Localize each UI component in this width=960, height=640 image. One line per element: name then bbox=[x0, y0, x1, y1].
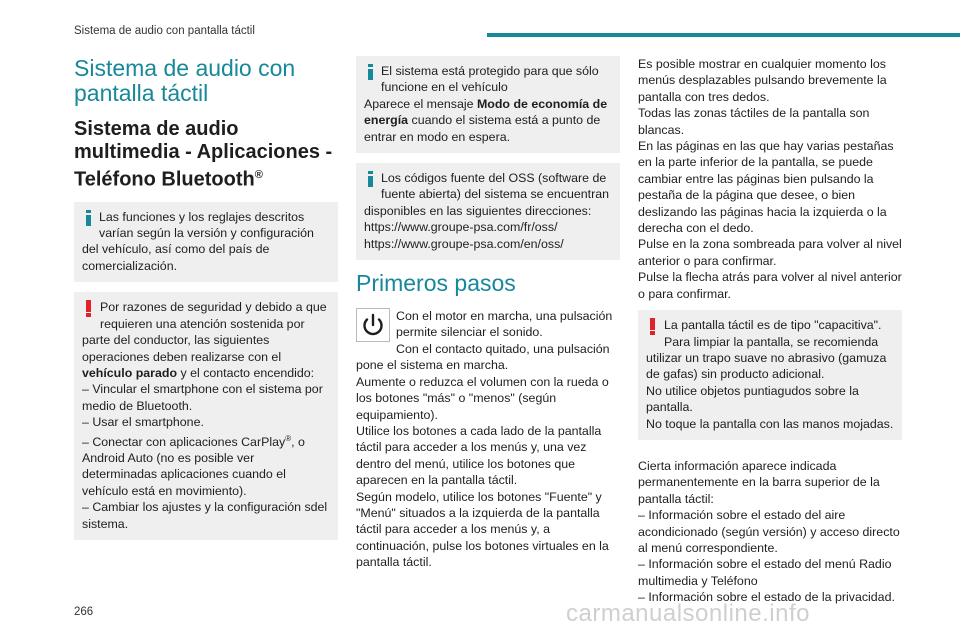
oss-link-fr[interactable]: https://www.groupe-psa.com/fr/oss/ bbox=[364, 220, 558, 235]
bullet-item: – Información sobre el estado del aire acondicionado (según versión) y acceso directo al menú correspondiente. bbox=[638, 508, 900, 555]
section-heading bbox=[74, 118, 338, 192]
warning-text: La pantalla táctil es de tipo "capacitiva". Para limpiar la pantalla, se recomienda utilizar un trapo suave no abrasivo (gamuza de gafas) sin producto adicional. bbox=[646, 318, 887, 382]
header-accent-bar bbox=[487, 33, 960, 37]
warning-bullet: – Vincular el smartphone con el sistema por medio de Bluetooth. bbox=[82, 382, 323, 413]
body-paragraph: Aumente o reduzca el volumen con la rueda o los botones "más" o "menos" (según equipamiento). bbox=[356, 374, 609, 422]
body-paragraph: Con el contacto quitado, una pulsación pone el sistema en marcha. bbox=[356, 341, 610, 373]
column-1 bbox=[74, 56, 338, 550]
body-paragraph: Con el motor en marcha, una pulsación permite silenciar el sonido. bbox=[396, 309, 613, 340]
bullet-item: – Información sobre el estado de la privacidad. bbox=[638, 590, 895, 605]
body-paragraph: Según modelo, utilice los botones "Fuente" y "Menú" situados a la izquierda de la pantalla táctil para acceder a los menús y, a continuación, pulse los botones virtuales en la pantalla táctil. bbox=[356, 489, 609, 570]
body-paragraph: Todas las zonas táctiles de la pantalla son blancas. bbox=[638, 106, 870, 137]
info-text: El sistema está protegido para que sólo funcione en el vehículo bbox=[381, 64, 599, 95]
info-icon bbox=[86, 210, 91, 226]
power-icon bbox=[356, 308, 390, 342]
info-box-variants bbox=[74, 202, 338, 283]
warning-text: No toque la pantalla con las manos mojadas. bbox=[646, 416, 894, 431]
warning-icon bbox=[86, 300, 92, 316]
warning-bullet: – Conectar con aplicaciones CarPlay®, o Android Auto (no es posible ver determinadas aplicaciones cuando el vehículo está en movimiento). bbox=[82, 433, 305, 498]
page-title: Sistema de audio con pantalla táctil bbox=[74, 55, 296, 106]
warning-bullet: – Cambiar los ajustes y la configuración sdel sistema. bbox=[82, 500, 328, 531]
info-box-oss bbox=[356, 163, 620, 260]
oss-link-en[interactable]: https://www.groupe-psa.com/en/oss/ bbox=[364, 236, 564, 251]
watermark: carmanualsonline.info bbox=[566, 600, 810, 627]
registered-mark: ® bbox=[254, 169, 263, 181]
column-2 bbox=[356, 56, 620, 571]
warning-box-safety bbox=[74, 292, 338, 540]
info-icon bbox=[368, 171, 373, 187]
warning-icon bbox=[650, 318, 656, 334]
bullet-item: – Información sobre el estado del menú Radio multimedia y Teléfono bbox=[638, 557, 892, 588]
page-number: 266 bbox=[74, 606, 94, 618]
info-box-protection bbox=[356, 56, 620, 153]
warning-text: No utilice objetos puntiagudos sobre la pantalla. bbox=[646, 383, 859, 415]
running-header: Sistema de audio con pantalla táctil bbox=[74, 25, 255, 37]
info-text: Los códigos fuente del OSS (software de fuente abierta) del sistema se encuentran disponibles en las siguientes direcciones: bbox=[364, 171, 609, 218]
info-icon bbox=[368, 64, 373, 80]
warning-text: Por razones de seguridad y debido a que requieren una atención sostenida por parte del conductor, las siguientes operaciones deben realizarse con el vehículo parado y el contacto encendido: bbox=[82, 300, 327, 380]
warning-bullet: – Usar el smartphone. bbox=[82, 415, 204, 430]
column-3 bbox=[638, 56, 902, 606]
warning-box-screen bbox=[638, 310, 902, 440]
subsection-title: Primeros pasos bbox=[356, 270, 516, 297]
body-paragraph: En las páginas en las que hay varias pestañas en la parte inferior de la pantalla, se puede cambiar entre las páginas bien pulsando la pestaña de la página que desee, o bien deslizando las páginas hacia la izquierda o la derecha con el dedo. bbox=[638, 139, 894, 236]
body-paragraph: Cierta información aparece indicada permanentemente en la barra superior de la pantalla táctil: bbox=[638, 458, 880, 506]
section-heading-text: Sistema de audio multimedia - Aplicaciones - Teléfono Bluetooth bbox=[74, 118, 333, 191]
body-paragraph: Utilice los botones a cada lado de la pantalla táctil para acceder a los menús y, una vez dentro del menú, utilice los botones que aparecen en la pantalla táctil. bbox=[356, 423, 602, 488]
body-paragraph: Pulse en la zona sombreada para volver al nivel anterior o para confirmar. bbox=[638, 237, 902, 268]
info-text: Las funciones y los reglajes descritos varían según la versión y configuración del vehículo, así como del país de comercialización. bbox=[82, 209, 314, 273]
body-paragraph: Pulse la flecha atrás para volver al nivel anterior o para confirmar. bbox=[638, 270, 902, 301]
info-text: Aparece el mensaje Modo de economía de energía cuando el sistema está a punto de entrar en modo en espera. bbox=[364, 96, 608, 144]
body-paragraph: Es posible mostrar en cualquier momento los menús desplazables pulsando brevemente la pantalla con tres dedos. bbox=[638, 57, 887, 104]
